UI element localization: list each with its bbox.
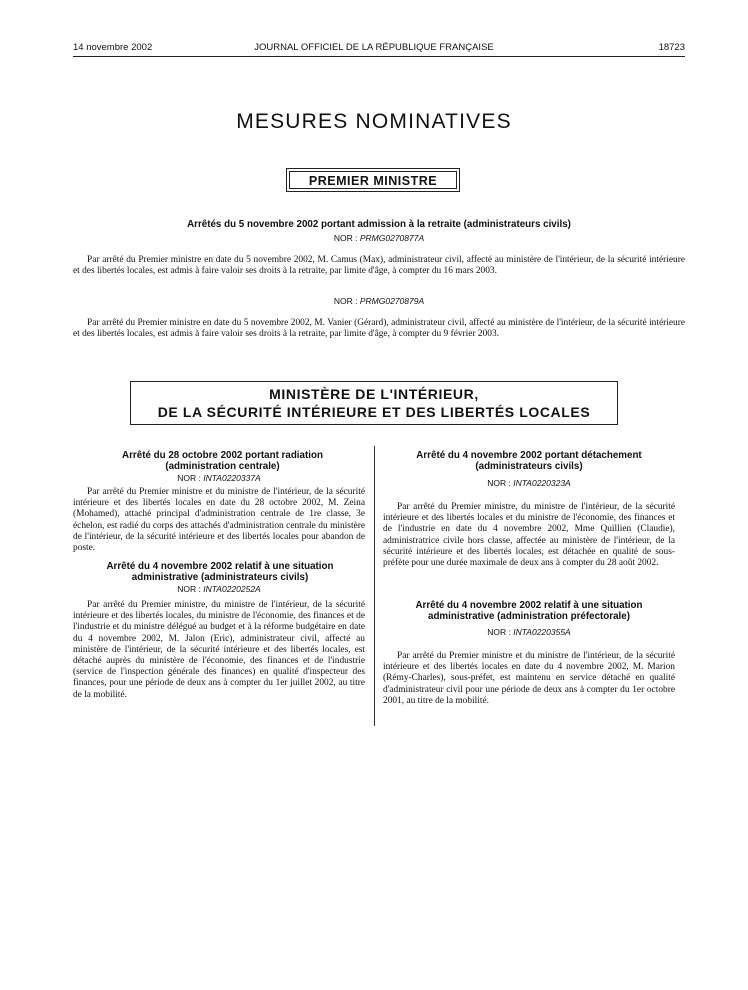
section-box-line-2: DE LA SÉCURITÉ INTÉRIEURE ET DES LIBERTÉS LOCALES: [157, 404, 591, 420]
header-rule: [73, 56, 685, 57]
column-divider: [374, 446, 375, 726]
paragraph-quillien: Par arrêté du Premier ministre, du ministre de l'intérieur, de la sécurité intérieure et des libertés locales et du ministre de l'économie, des finances et de l'industrie en date du 4 novembre 2002, Mme Quillien (Claudie), administratrice civile hors classe, affectée au ministère de l'intérieur, de la sécurité intérieure et des libertés locales, est détachée en qualité de sous-préfète pour une durée maximale de deux ans à compter du 28 août 2002.: [383, 502, 675, 569]
arrete-title-radiation: Arrêté du 28 octobre 2002 portant radiation (administration centrale): [122, 450, 323, 472]
nor-reference-situation-prefectorale: NOR : INTA0220355A: [487, 627, 571, 637]
arrete-title-situation-prefectorale: Arrêté du 4 novembre 2002 relatif à une situation administrative (administration préfectorale): [415, 600, 643, 622]
header-page-number: 18723: [658, 42, 685, 53]
nor-reference-situation-civils: NOR : INTA0220252A: [177, 584, 261, 594]
arrete-title-situation-civils: Arrêté du 4 novembre 2002 relatif à une situation administrative (administrateurs civils): [106, 561, 334, 583]
nor-reference-radiation: NOR : INTA0220337A: [177, 473, 261, 483]
paragraph-zeina: Par arrêté du Premier ministre et du ministre de l'intérieur, de la sécurité intérieure et des libertés locales en date du 28 octobre 2002, M. Zeina (Mohamed), attaché principal d'administration centrale de 1re classe, 3e échelon, est radié du corps des attachés d'administration centrale du ministère de l'intérieur, de la sécurité intérieure et des libertés locales pour abandon de poste.: [73, 487, 365, 554]
nor-reference-1: NOR : PRMG0270877A: [333, 233, 425, 243]
paragraph-camus: Par arrêté du Premier ministre en date du 5 novembre 2002, M. Camus (Max), administrateur civil, affecté au ministère de l'intérieur, de la sécurité intérieure et des libertés locales, est admis à faire valoir ses droits à la retraite, par limite d'âge, à compter du 16 mars 2003.: [73, 255, 685, 277]
header-journal-title: JOURNAL OFFICIEL DE LA RÉPUBLIQUE FRANÇAISE: [254, 42, 494, 53]
page-title: MESURES NOMINATIVES: [236, 110, 512, 133]
header-date: 14 novembre 2002: [73, 42, 153, 53]
section-box-line-1: MINISTÈRE DE L'INTÉRIEUR,: [269, 386, 479, 402]
paragraph-marion: Par arrêté du Premier ministre et du ministre de l'intérieur, de la sécurité intérieure et des libertés locales en date du 4 novembre 2002, M. Marion (Rémy-Charles), sous-préfet, est maintenu en service détaché en qualité d'administrateur civil pour une période de deux ans à compter du 1er octobre 2001, au titre de la mobilité.: [383, 651, 675, 706]
section-box-premier-ministre: [286, 168, 460, 192]
section-box-label: PREMIER MINISTRE: [289, 171, 457, 189]
paragraph-jalon: Par arrêté du Premier ministre, du ministre de l'intérieur, de la sécurité intérieure et des libertés locales, du ministre de l'économie, des finances et de l'industrie et du ministre délégué au budget et à la réforme budgétaire en date du 4 novembre 2002, M. Jalon (Eric), administrateur civil, affecté au ministère de l'intérieur, de la sécurité intérieure et des libertés locales, est détaché auprès du ministère de l'économie, des finances et de l'industrie (service de l'inspection générale des finances) en qualité d'inspecteur des finances, pour une période de deux ans à compter du 1er juillet 2002, au titre de la mobilité.: [73, 600, 365, 700]
paragraph-vanier: Par arrêté du Premier ministre en date du 5 novembre 2002, M. Vanier (Gérard), administrateur civil, affecté au ministère de l'intérieur, de la sécurité intérieure et des libertés locales, est admis à faire valoir ses droits à la retraite, par limite d'âge, à compter du 9 février 2003.: [73, 318, 685, 340]
arrete-title-detachement: Arrêté du 4 novembre 2002 portant détachement (administrateurs civils): [416, 450, 642, 472]
arrete-title-retraite: Arrêtés du 5 novembre 2002 portant admission à la retraite (administrateurs civils): [187, 219, 571, 230]
nor-reference-detachement: NOR : INTA0220323A: [487, 478, 571, 488]
nor-reference-2: NOR : PRMG0270879A: [333, 296, 425, 306]
section-box-ministere-interieur: [130, 381, 618, 425]
